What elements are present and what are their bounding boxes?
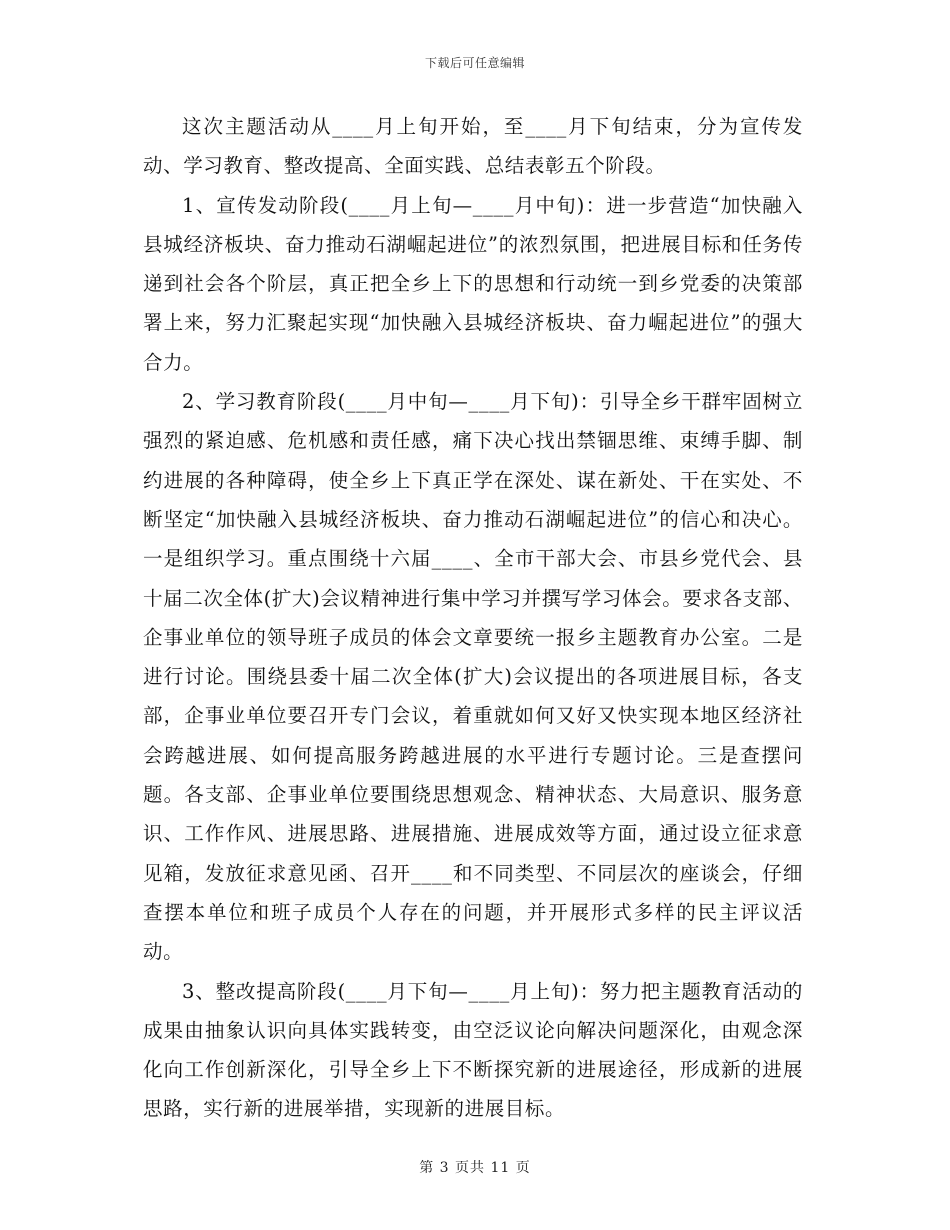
paragraph-stage-3: 3、整改提高阶段(____月下旬—____月上旬)：努力把主题教育活动的成果由抽象认识向具体实践转变，由空泛议论向解决问题深化，由观念深化向工作创新深化，引导全乡上下不断探究新的进展途径，形成新的进展思路，实行新的进展举措，实现新的进展目标。 bbox=[143, 979, 803, 1121]
paragraph-stage-2: 2、学习教育阶段(____月中旬—____月下旬)：引导全乡干群牢固树立强烈的紧迫感、危机感和责任感，痛下决心找出禁锢思维、束缚手脚、制约进展的各种障碍，使全乡上下真正学在深处、谋在新处、干在实处、不断坚定“加快融入县城经济板块、奋力推动石湖崛起进位”的信心和决心。一是组织学习。重点围绕十六届____、全市干部大会、市县乡党代会、县十届二次全体(扩大)会议精神进行集中学习并撰写学习体会。要求各支部、企事业单位的领导班子成员的体会文章要统一报乡主题教育办公室。二是进行讨论。围绕县委十届二次全体(扩大)会议提出的各项进展目标，各支部，企事业单位要召开专门会议，着重就如何又好又快实现本地区经济社会跨越进展、如何提高服务跨越进展的水平进行专题讨论。三是查摆问题。各支部、企事业单位要围绕思想观念、精神状态、大局意识、服务意识、工作作风、进展思路、进展措施、进展成效等方面，通过设立征求意见箱，发放征求意见函、召开____和不同类型、不同层次的座谈会，仔细查摆本单位和班子成员个人存在的问题，并开展形式多样的民主评议活动。 bbox=[143, 390, 803, 964]
document-body bbox=[143, 107, 803, 1129]
page-number: 第 3 页共 11 页 bbox=[419, 1160, 531, 1176]
paragraph-stage-1: 1、宣传发动阶段(____月上旬—____月中旬)：进一步营造“加快融入县城经济板块、奋力推动石湖崛起进位”的浓烈氛围，把进展目标和任务传递到社会各个阶层，真正把全乡上下的思想和行动统一到乡党委的决策部署上来，努力汇聚起实现“加快融入县城经济板块、奋力崛起进位”的强大合力。 bbox=[143, 193, 803, 374]
page-header: 下载后可任意编辑 bbox=[424, 56, 525, 70]
paragraph-intro: 这次主题活动从____月上旬开始，至____月下旬结束，分为宣传发动、学习教育、整改提高、全面实践、总结表彰五个阶段。 bbox=[143, 115, 803, 178]
